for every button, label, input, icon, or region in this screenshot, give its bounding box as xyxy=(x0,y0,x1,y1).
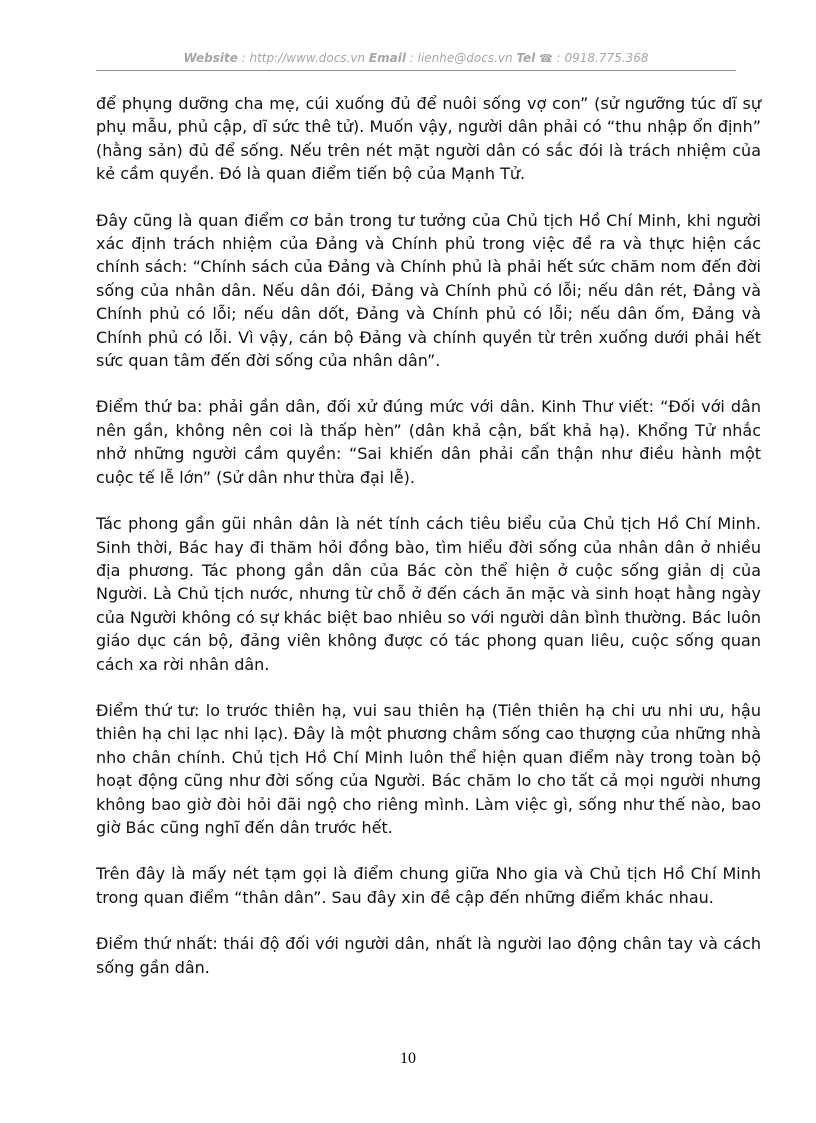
website-value: : http://www.docs.vn xyxy=(237,51,369,65)
paragraph: Điểm thứ ba: phải gần dân, đối xử đúng mức với dân. Kinh Thư viết: “Đối với dân nên gần, không nên coi là thấp hèn” (dân khả cận, bất khả hạ). Khổng Tử nhắc nhở những người cầm quyền: “Sai khiến dân phải cẩn thận như điều hành một cuộc tế lễ lớn” (Sử dân như thừa đại lễ). xyxy=(96,397,761,487)
paragraph: Tác phong gần gũi nhân dân là nét tính cách tiêu biểu của Chủ tịch Hồ Chí Minh. Sinh thời, Bác hay đi thăm hỏi đồng bào, tìm hiểu đời sống của nhân dân ở nhiều địa phương. Tác phong gần dân của Bác còn thể hiện ở cuộc sống giản dị của Người. Là Chủ tịch nước, nhưng từ chỗ ở đến cách ăn mặc và sinh hoạt hằng ngày của Người không có sự khác biệt bao nhiêu so với người dân bình thường. Bác luôn giáo dục cán bộ, đảng viên không được có tác phong quan liêu, cuộc sống quan cách xa rời nhân dân. xyxy=(96,514,761,674)
page-header xyxy=(96,50,736,67)
tel-value: : 0918.775.368 xyxy=(552,51,649,65)
website-label: Website xyxy=(183,51,238,65)
header-divider xyxy=(96,70,736,71)
paragraph: Đây cũng là quan điểm cơ bản trong tư tưởng của Chủ tịch Hồ Chí Minh, khi người xác định trách nhiệm của Đảng và Chính phủ trong việc đề ra và thực hiện các chính sách: “Chính sách của Đảng và Chính phủ là phải hết sức chăm nom đến đời sống của nhân dân. Nếu dân đói, Đảng và Chính phủ có lỗi; nếu dân rét, Đảng và Chính phủ có lỗi; nếu dân dốt, Đảng và Chính phủ có lỗi; nếu dân ốm, Đảng và Chính phủ có lỗi. Vì vậy, cán bộ Đảng và chính quyền từ trên xuống dưới phải hết sức quan tâm đến đời sống của nhân dân”. xyxy=(96,210,761,371)
email-label: Email xyxy=(368,51,406,65)
paragraph: để phụng dưỡng cha mẹ, cúi xuống đủ để nuôi sống vợ con” (sử ngưỡng túc dĩ sự phụ mẫu, phủ cập, dĩ sức thê tử). Muốn vậy, người dân phải có “thu nhập ổn định” (hằng sản) đủ để sống. Nếu trên nét mặt người dân có sắc đói là trách nhiệm của kẻ cầm quyền. Đó là quan điểm tiến bộ của Mạnh Tử. xyxy=(96,94,761,184)
phone-icon: ☎ xyxy=(539,52,553,65)
body-text xyxy=(96,92,761,1002)
paragraph: Điểm thứ tư: lo trước thiên hạ, vui sau thiên hạ (Tiên thiên hạ chi ưu nhi ưu, hậu thiên hạ chi lạc nhi lạc). Đây là một phương châm sống cao thượng của những nhà nho chân chính. Chủ tịch Hồ Chí Minh luôn thể hiện quan điểm này trong toàn bộ hoạt động cũng như đời sống của Người. Bác chăm lo cho tất cả mọi người nhưng không bao giờ đòi hỏi đãi ngộ cho riêng mình. Làm việc gì, sống như thế nào, bao giờ Bác cũng nghĩ đến dân trước hết. xyxy=(96,700,761,837)
page-number: 10 xyxy=(400,1050,416,1067)
tel-label: Tel xyxy=(516,51,536,65)
paragraph: Trên đây là mấy nét tạm gọi là điểm chung giữa Nho gia và Chủ tịch Hồ Chí Minh trong quan điểm “thân dân”. Sau đây xin đề cập đến những điểm khác nhau. xyxy=(96,864,761,907)
email-value: : lienhe@docs.vn xyxy=(405,51,517,65)
paragraph: Điểm thứ nhất: thái độ đối với người dân, nhất là người lao động chân tay và cách sống gần dân. xyxy=(96,934,761,977)
